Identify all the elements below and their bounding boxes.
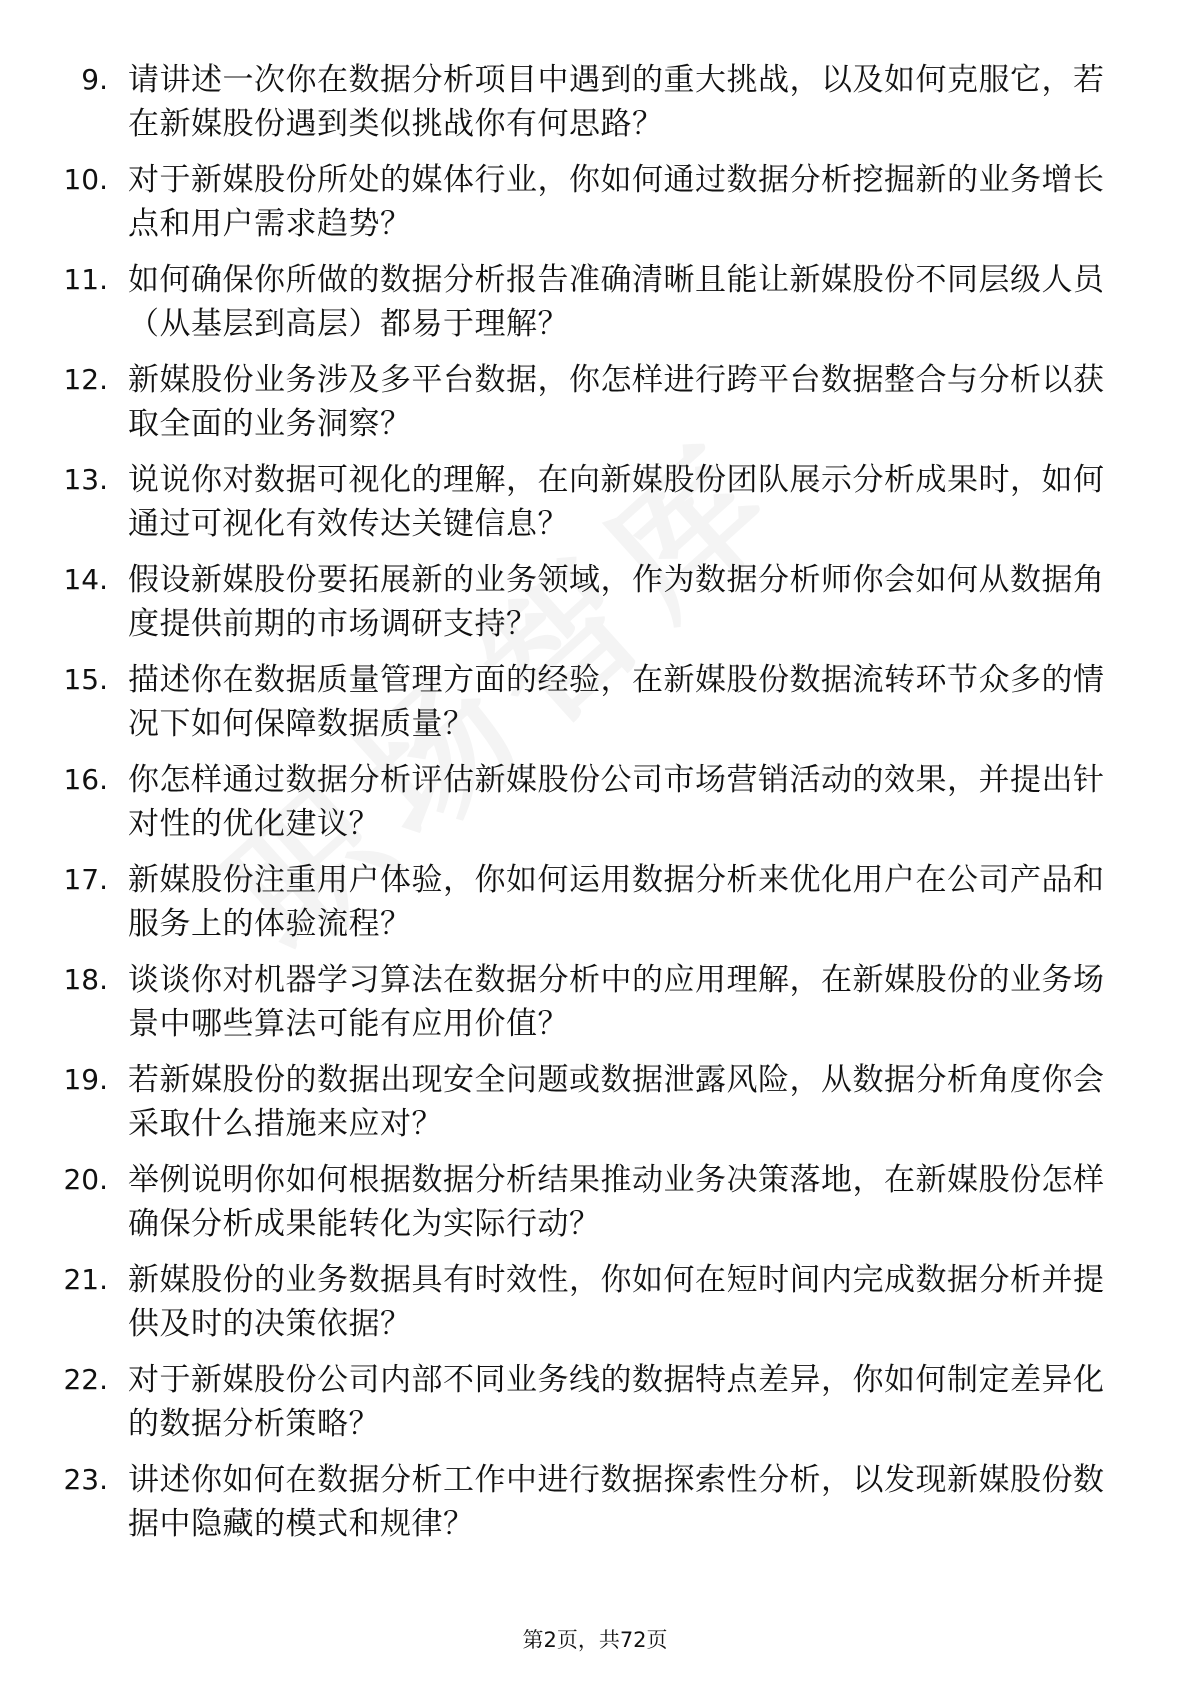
question-item [0,952,1190,1052]
question-number: 9. [81,63,108,96]
question-number: 16. [63,763,108,796]
question-number: 22. [63,1363,108,1396]
question-item [0,1352,1190,1452]
question-item [0,1152,1190,1252]
question-text: 谈谈你对机器学习算法在数据分析中的应用理解，在新媒股份的业务场景中哪些算法可能有应用价值？ [128,962,1105,1042]
question-text: 新媒股份注重用户体验，你如何运用数据分析来优化用户在公司产品和服务上的体验流程？ [128,862,1105,942]
question-item [0,652,1190,752]
question-item [0,352,1190,452]
question-text: 对于新媒股份所处的媒体行业，你如何通过数据分析挖掘新的业务增长点和用户需求趋势？ [128,162,1105,242]
question-item [0,452,1190,552]
question-number: 19. [63,1063,108,1096]
question-text: 如何确保你所做的数据分析报告准确清晰且能让新媒股份不同层级人员（从基层到高层）都易于理解？ [128,262,1105,342]
question-item [0,1252,1190,1352]
question-list [0,52,1190,1552]
question-text: 举例说明你如何根据数据分析结果推动业务决策落地，在新媒股份怎样确保分析成果能转化为实际行动？ [128,1162,1105,1242]
question-text: 讲述你如何在数据分析工作中进行数据探索性分析，以发现新媒股份数据中隐藏的模式和规律？ [128,1462,1105,1542]
question-item [0,1452,1190,1552]
page-footer: 第2页，共72页 [522,1628,668,1652]
question-number: 10. [63,163,108,196]
question-number: 20. [63,1163,108,1196]
question-number: 18. [63,963,108,996]
question-item [0,752,1190,852]
question-text: 说说你对数据可视化的理解，在向新媒股份团队展示分析成果时，如何通过可视化有效传达关键信息？ [128,462,1105,542]
question-item [0,852,1190,952]
question-text: 请讲述一次你在数据分析项目中遇到的重大挑战，以及如何克服它，若在新媒股份遇到类似挑战你有何思路？ [128,62,1105,142]
question-text: 对于新媒股份公司内部不同业务线的数据特点差异，你如何制定差异化的数据分析策略？ [128,1362,1105,1442]
question-text: 若新媒股份的数据出现安全问题或数据泄露风险，从数据分析角度你会采取什么措施来应对？ [128,1062,1105,1142]
question-item [0,552,1190,652]
question-item [0,252,1190,352]
question-item [0,52,1190,152]
question-number: 14. [63,563,108,596]
question-number: 17. [63,863,108,896]
question-text: 假设新媒股份要拓展新的业务领域，作为数据分析师你会如何从数据角度提供前期的市场调研支持？ [128,562,1105,642]
question-text: 描述你在数据质量管理方面的经验，在新媒股份数据流转环节众多的情况下如何保障数据质量？ [128,662,1105,742]
question-number: 12. [63,363,108,396]
question-item [0,152,1190,252]
question-number: 23. [63,1463,108,1496]
question-text: 新媒股份业务涉及多平台数据，你怎样进行跨平台数据整合与分析以获取全面的业务洞察？ [128,362,1105,442]
question-number: 13. [63,463,108,496]
question-number: 21. [63,1263,108,1296]
question-item [0,1052,1190,1152]
question-text: 新媒股份的业务数据具有时效性，你如何在短时间内完成数据分析并提供及时的决策依据？ [128,1262,1105,1342]
question-number: 15. [63,663,108,696]
question-text: 你怎样通过数据分析评估新媒股份公司市场营销活动的效果，并提出针对性的优化建议？ [128,762,1105,842]
question-number: 11. [63,263,108,296]
